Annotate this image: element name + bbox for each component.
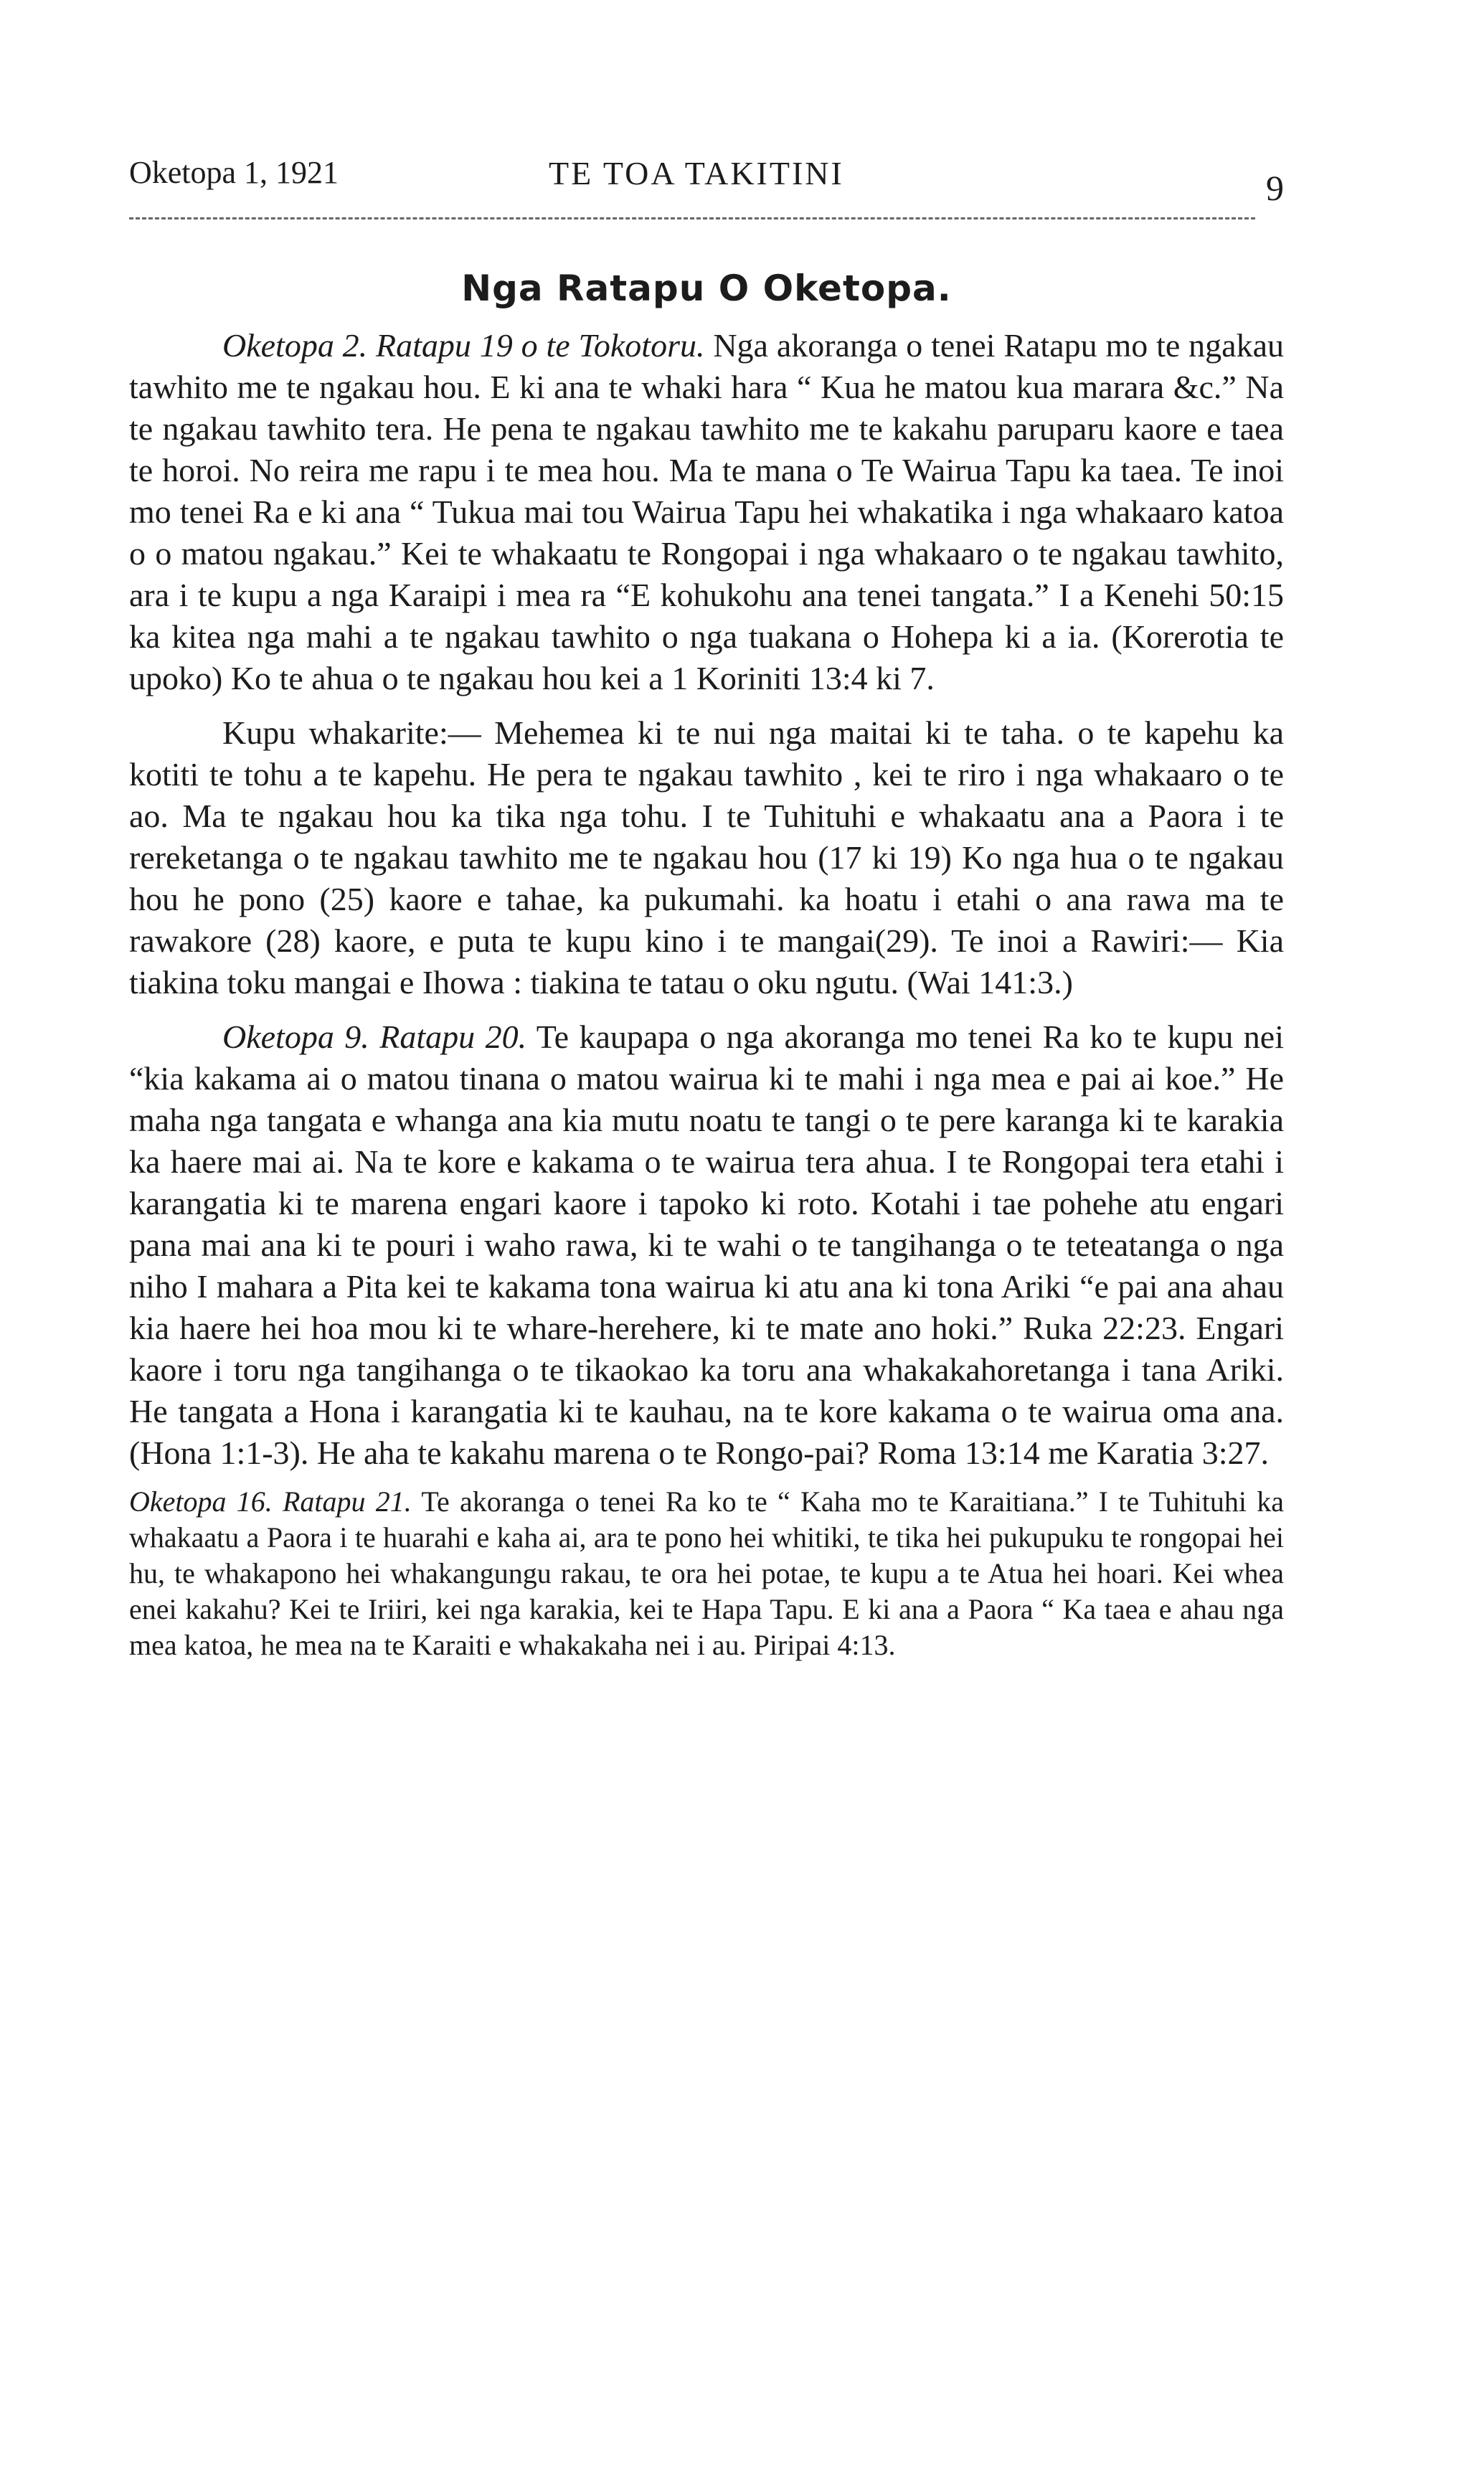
- issue-date: Oketopa 1, 1921: [129, 155, 339, 190]
- section-body: Nga akoranga o tenei Ratapu mo te ngakau tawhito me te ngakau hou. E ki ana te whaki hara “ Kua he matou kua marara &c.” Na te ngakau tawhito tera. He pena te ngakau tawhito me te kakahu paruparu kaore e taea te horoi. No reira me rapu i te mea hou. Ma te mana o Te Wairua Tapu ka taea. Te inoi mo tenei Ra e ki ana “ Tukua mai tou Wairua Tapu hei whakatika i nga whakaaro katoa o o matou ngakau.” Kei te whakaatu te Rongopai i nga whakaaro o te ngakau tawhito, ara i te kupu a nga Karaipi i mea ra “E kohukohu ana tenei tangata.” I a Kenehi 50:15 ka kitea nga mahi a te ngakau tawhito o nga tuakana o Hohepa ki a ia. (Korerotia te upoko) Ko te ahua o te ngakau hou kei a 1 Koriniti 13:4 ki 7.: [129, 327, 1284, 696]
- section-lead: Oketopa 2. Ratapu 19 o te Tokotoru.: [222, 327, 705, 364]
- page-number: 9: [1266, 168, 1284, 208]
- section-body: Kupu whakarite:— Mehemea ki te nui nga maitai ki te taha. o te kapehu ka kotiti te tohu a te kapehu. He pera te ngakau tawhito , kei te riro i nga whakaaro o te ao. Ma te ngakau hou ka tika nga tohu. I te Tuhituhi e whakaatu ana a Paora i te rereketanga o te ngakau tawhito me te ngakau hou (17 ki 19) Ko nga hua o te ngakau hou he pono (25) kaore e tahae, ka pukumahi. ka hoatu i etahi o ana rawa ma te rawakore (28) kaore, e puta te kupu kino i te mangai(29). Te inoi a Rawiri:— Kia tiakina toku mangai e Ihowa : tiakina te tatau o oku ngutu. (Wai 141:3.): [129, 714, 1284, 1001]
- publication-name: TE TOA TAKITINI: [549, 155, 844, 192]
- section-oketopa-16: [129, 1484, 1284, 1663]
- section-body: Te akoranga o tenei Ra ko te “ Kaha mo te Karaitiana.” I te Tuhituhi ka whakaatu a Paora i te huarahi e kaha ai, ara te pono hei whitiki, te tika hei pukupuku te rongopai hei hu, te whakapono hei whakangungu rakau, te ora hei potae, te kupu a te Atua hei hoari. Kei whea enei kakahu? Kei te Iriiri, kei nga karakia, kei te Hapa Tapu. E ki ana a Paora “ Ka taea e ahau nga mea katoa, he mea na te Karaiti e whakakaha nei i au. Piripai 4:13.: [129, 1485, 1284, 1661]
- page-header: [129, 154, 1284, 208]
- article-title: Nga Ratapu O Oketopa.: [461, 268, 952, 309]
- section-lead: Oketopa 9. Ratapu 20.: [222, 1018, 527, 1055]
- section-lead: Oketopa 16. Ratapu 21.: [129, 1485, 412, 1518]
- section-oketopa-2: [129, 325, 1284, 699]
- section-kupu-whakarite: [129, 712, 1284, 1003]
- section-oketopa-9: [129, 1016, 1284, 1474]
- newspaper-page: [129, 154, 1284, 1663]
- section-body: Te kaupapa o nga akoranga mo tenei Ra ko te kupu nei “kia kakama ai o matou tinana o matou wairua ki te mahi i nga mea e pai ai koe.” He maha nga tangata e whanga ana kia mutu noatu te tangi o te pere karanga ki te karakia ka haere mai ai. Na te kore e kakama o te wairua tera ahua. I te Rongopai tera etahi i karangatia ki te marena engari kaore i tapoko ki roto. Kotahi i tae pohehe atu engari pana mai ana ki te pouri i waho rawa, ki te wahi o te tangihanga o te teteatanga o nga niho I mahara a Pita kei te kakama tona wairua ki atu ana ki tona Ariki “e pai ana ahau kia haere hei hoa mou ki te whare-herehere, ki te mate ano hoki.” Ruka 22:23. Engari kaore i toru nga tangihanga o te tikaokao ka toru ana whakakahoretanga i tana Ariki. He tangata a Hona i karangatia ki te kauhau, na te kore kakama o te wairua oma ana. (Hona 1:1-3). He aha te kakahu marena o te Rongo-pai? Roma 13:14 me Karatia 3:27.: [129, 1018, 1284, 1471]
- header-rule: [129, 217, 1255, 219]
